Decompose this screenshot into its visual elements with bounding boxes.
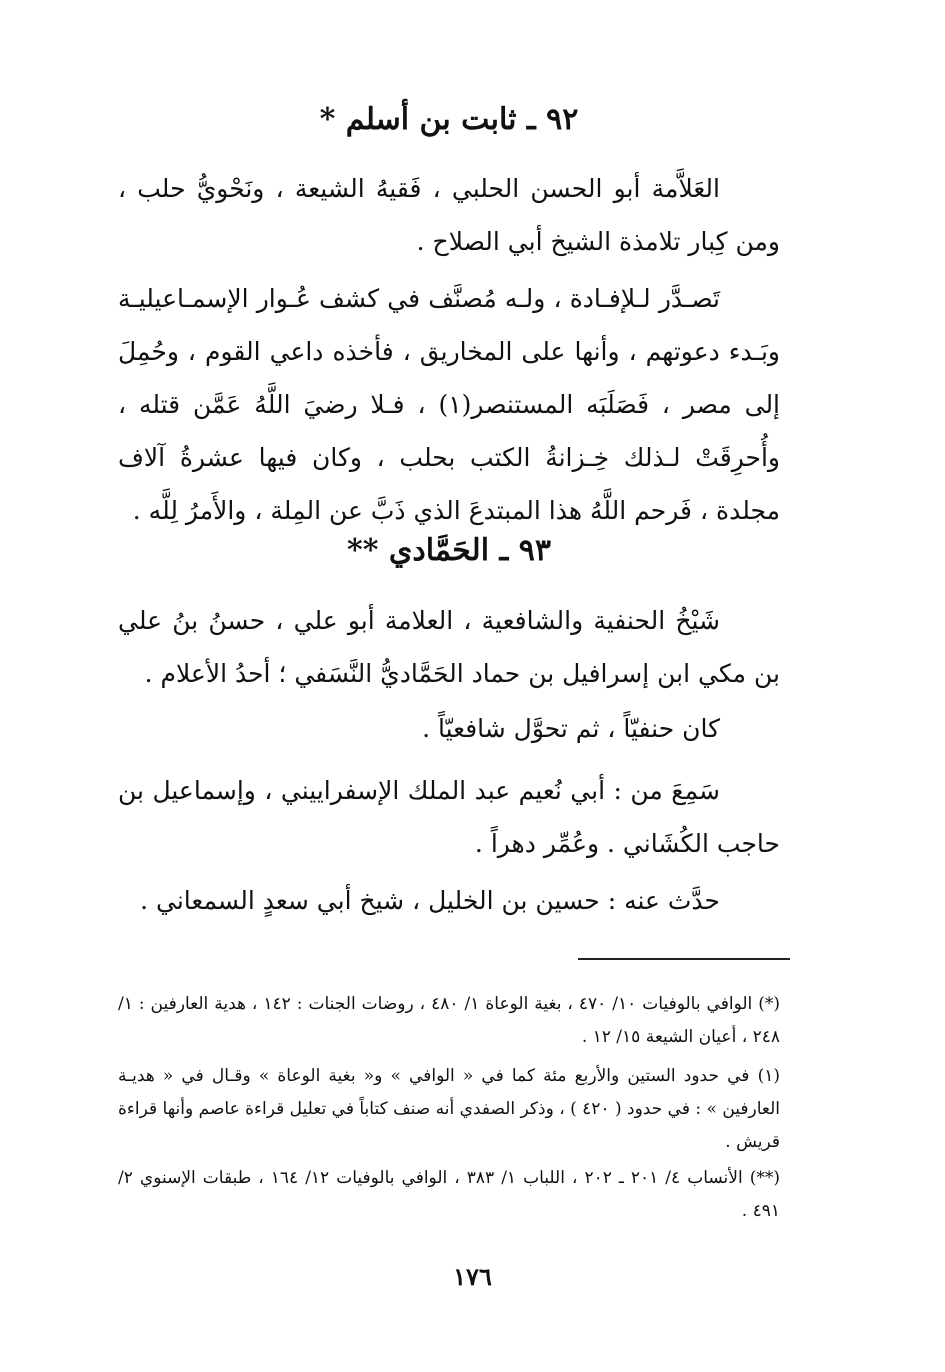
entry-92-heading: ٩٢ ـ ثابت بن أسلم * <box>319 102 579 137</box>
footnote-2: (١) في حدود الستين والأربع مئة كما في « الوافي » و« بغية الوعاة » وقـال في « هديـة العارفين » : في حدود ( ٤٢٠ ) ، وذكر الصفدي أنه صنف كتاباً في تعليل قراءة عاصم وأنها قراءة قريش . <box>118 1066 781 1152</box>
footnote-divider <box>578 958 790 960</box>
entry-93-para-3: سَمِعَ من : أبي نُعيم عبد الملك الإسفراييني ، وإسماعيل بن حاجب الكُشَاني . وعُمِّر دهراً . <box>118 776 780 858</box>
entry-92-para-1: العَلاَّمة أبو الحسن الحلبي ، فَقيهُ الشيعة ، ونَحْويُّ حلب ، ومن كِبار تلامذة الشيخ أبي الصلاح . <box>118 174 780 256</box>
page-number: ١٧٦ <box>453 1262 492 1291</box>
entry-93-para-2: كان حنفيّاً ، ثم تحوَّل شافعيّاً . <box>422 714 720 743</box>
entry-93-para-4: حدَّث عنه : حسين بن الخليل ، شيخ أبي سعدٍ السمعاني . <box>140 886 720 915</box>
entry-93-heading: ٩٣ ـ الحَمَّادي ** <box>347 533 551 568</box>
entry-93-para-1: شَيْخُ الحنفية والشافعية ، العلامة أبو علي ، حسنُ بنُ علي بن مكي ابن إسرافيل بن حماد الحَمَّاديُّ النَّسَفي ؛ أحدُ الأعلام . <box>118 606 780 688</box>
footnote-3: (**) الأنساب ٤/ ٢٠١ ـ ٢٠٢ ، اللباب ١/ ٣٨٣ ، الوافي بالوفيات ١٢/ ١٦٤ ، طبقات الإسنوي ٢/ ٤٩١ . <box>118 1168 780 1221</box>
footnote-1: (*) الوافي بالوفيات ١٠/ ٤٧٠ ، بغية الوعاة ١/ ٤٨٠ ، روضات الجنات : ١٤٢ ، هدية العارفين : ١/ ٢٤٨ ، أعيان الشيعة ١٥/ ١٢ . <box>118 994 780 1047</box>
entry-92-para-2: تَصـدَّر لـلإفـادة ، ولـه مُصنَّف في كشف عُـوار الإسمـاعيليـة وبَـدء دعوتهم ، وأنها على المخاريق ، فأخذه داعي القوم ، وحُمِلَ إلى مصر ، فَصَلَبَه المستنصر(١) ، فـلا رضيَ اللَّهُ عَمَّن قتله ، وأُحرِقَتْ لـذلك خِـزانةُ الكتب بحلب ، وكان فيها عشرةُ آلاف مجلدة ، فَرحم اللَّهُ هذا المبتدعَ الذي ذَبَّ عن المِلة ، والأَمرُ لِلَّه . <box>118 284 781 525</box>
